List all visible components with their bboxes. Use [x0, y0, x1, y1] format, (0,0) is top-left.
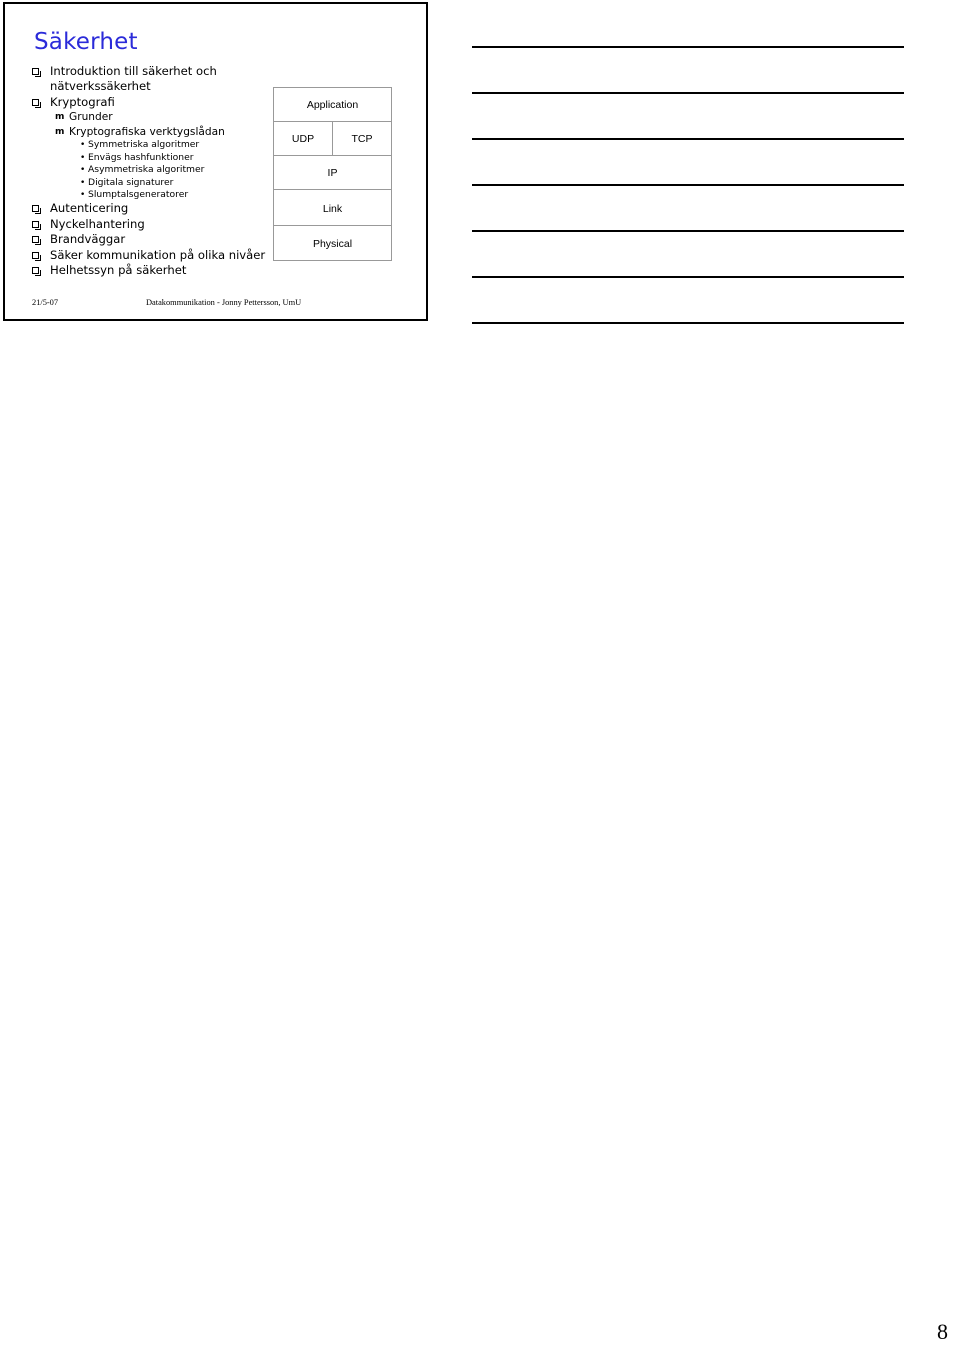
dot-bullet-icon: •: [80, 190, 86, 201]
layer-tcp-label: TCP: [351, 132, 373, 145]
outline-item-level-2: [31, 110, 271, 125]
outline-item-text: Symmetriska algoritmer: [88, 139, 200, 151]
slide: [3, 2, 428, 321]
outline-item-level-3: [31, 164, 271, 176]
note-line: [472, 230, 904, 232]
layer-ip-label: IP: [327, 166, 338, 179]
dot-bullet-icon: •: [80, 140, 86, 151]
note-line: [472, 92, 904, 94]
outline-item-text: Grunder: [69, 111, 113, 124]
note-line: [472, 46, 904, 48]
note-line: [472, 322, 904, 324]
outline-item-level-1: [31, 248, 271, 263]
layer-udp: [274, 122, 333, 155]
outline-item-level-2: [31, 125, 271, 140]
outline-item-text: Introduktion till säkerhet och: [50, 64, 217, 78]
outline-item-level-3: [31, 152, 271, 164]
note-line: [472, 138, 904, 140]
box-bullet-icon: [32, 236, 39, 243]
layer-ip: [274, 156, 391, 190]
box-bullet-icon: [32, 252, 39, 259]
layer-application-label: Application: [306, 98, 359, 111]
notes-area: [472, 0, 904, 330]
outline-item-text: Asymmetriska algoritmer: [88, 164, 205, 176]
m-bullet-icon: m: [55, 112, 65, 123]
outline-item-text: Slumptalsgeneratorer: [88, 189, 189, 201]
outline-list: [31, 64, 271, 278]
slide-title: Säkerhet: [34, 29, 138, 55]
outline-item-level-3: [31, 177, 271, 189]
outline-item-text: Helhetssyn på säkerhet: [50, 263, 187, 278]
protocol-stack-diagram: [273, 87, 392, 261]
dot-bullet-icon: •: [80, 177, 86, 188]
dot-bullet-icon: •: [80, 152, 86, 163]
box-bullet-icon: [32, 68, 39, 75]
outline-item-level-1: [31, 64, 271, 79]
outline-item-text: Envägs hashfunktioner: [88, 151, 194, 163]
layer-application: [274, 88, 391, 122]
outline-item-text: Kryptografi: [50, 94, 115, 109]
outline-item-level-1: [31, 79, 271, 94]
outline-item-level-3: [31, 139, 271, 151]
layer-udp-label: UDP: [291, 132, 315, 145]
outline-item-text: Digitala signaturer: [88, 176, 174, 188]
note-line: [472, 184, 904, 186]
m-bullet-icon: m: [55, 126, 65, 137]
outline-item-level-1: [31, 232, 271, 247]
outline-item-text: nätverkssäkerhet: [50, 79, 151, 94]
outline-item-level-1: [31, 263, 271, 278]
layer-physical: [274, 227, 391, 261]
outline-item-level-3: [31, 189, 271, 201]
outline-item-text: Brandväggar: [50, 232, 126, 247]
outline-item-text: Nyckelhantering: [50, 216, 145, 231]
outline-item-text: Autenticering: [50, 201, 129, 216]
box-bullet-icon: [32, 267, 39, 274]
box-bullet-icon: [32, 221, 39, 228]
dot-bullet-icon: •: [80, 165, 86, 176]
layer-transport: [274, 122, 391, 156]
layer-link: [274, 192, 391, 226]
box-bullet-icon: [32, 99, 39, 106]
layer-link-label: Link: [322, 202, 343, 215]
layer-tcp: [333, 122, 391, 155]
box-bullet-icon: [32, 205, 39, 212]
layer-physical-label: Physical: [312, 238, 353, 250]
outline-item-text: Kryptografiska verktygslådan: [69, 125, 225, 138]
outline-item-level-1: [31, 95, 271, 110]
outline-item-level-1: [31, 217, 271, 232]
outline-item-level-1: [31, 201, 271, 216]
note-line: [472, 276, 904, 278]
page-number: 8: [937, 1319, 948, 1344]
footer-course: Datakommunikation - Jonny Pettersson, UmU: [146, 298, 302, 307]
outline-item-text: Säker kommunikation på olika nivåer: [50, 247, 266, 262]
footer-date: 21/5-07: [32, 298, 59, 307]
